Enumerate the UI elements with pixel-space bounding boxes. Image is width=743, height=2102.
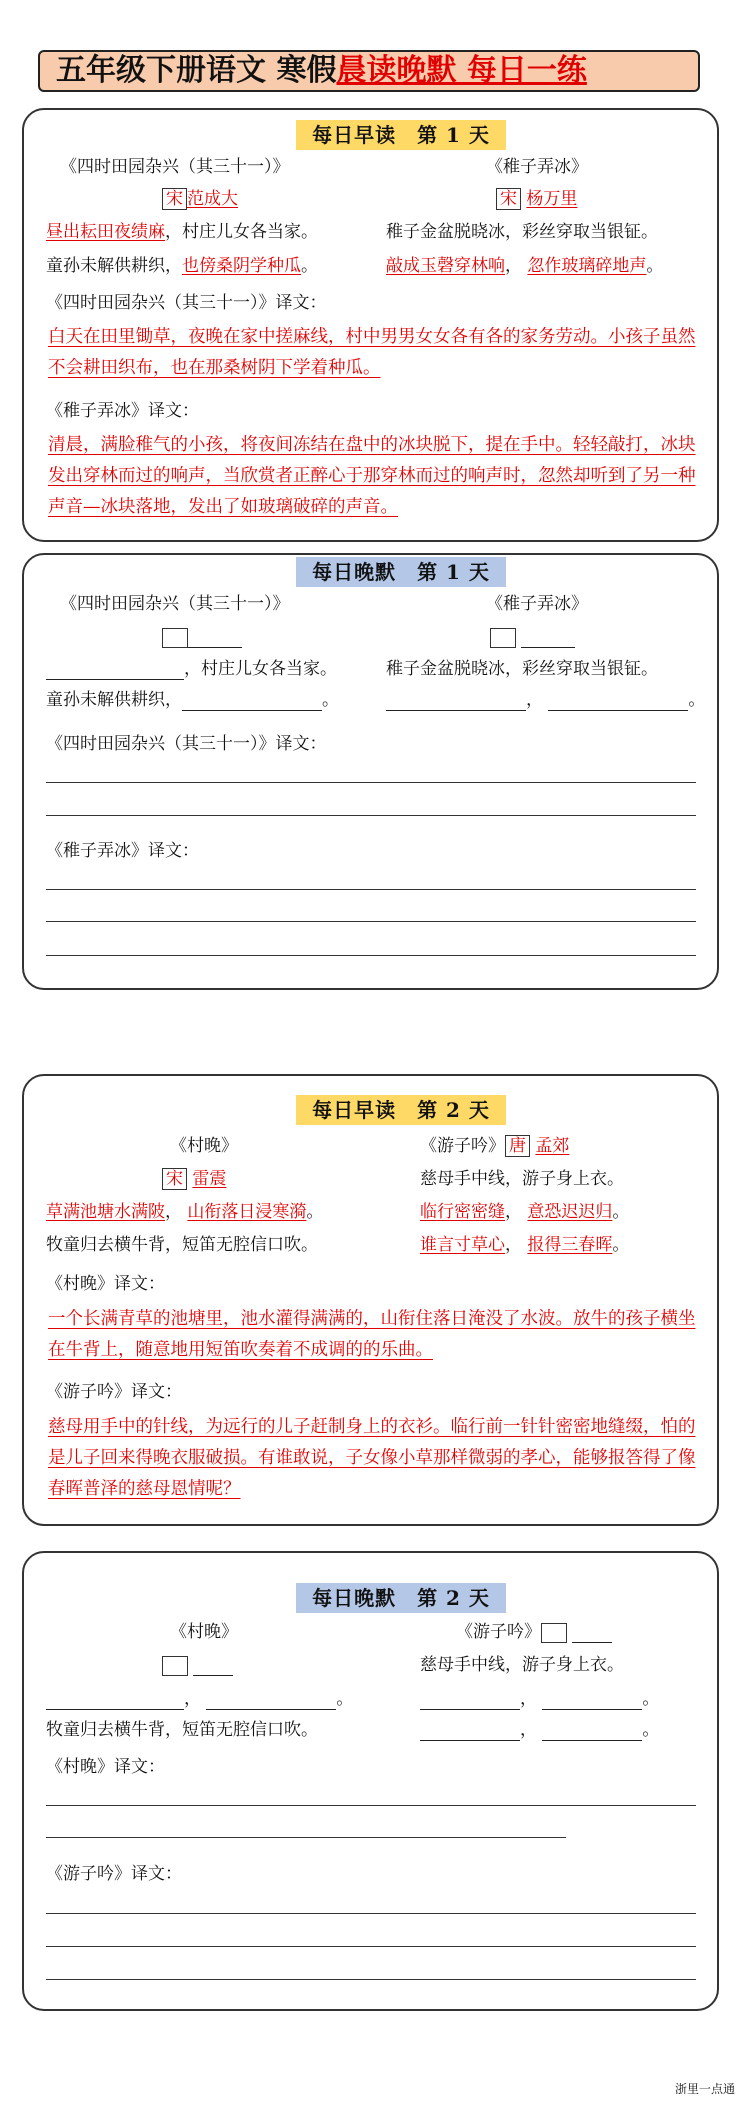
write-line[interactable] bbox=[46, 921, 696, 922]
poem2-line2: 临行密密缝， 意恐迟迟归。 bbox=[420, 1202, 630, 1222]
poem2-dynasty: 唐 bbox=[505, 1135, 530, 1157]
poem2-title-line bbox=[420, 1135, 569, 1157]
footer-watermark: 浙里一点通 bbox=[674, 2082, 735, 2096]
answer-blank[interactable] bbox=[542, 1722, 642, 1741]
write-line[interactable] bbox=[46, 815, 696, 816]
poem1-line2: 童孙未解供耕织， 。 bbox=[46, 690, 339, 710]
poem2-line2: ， 。 bbox=[386, 689, 705, 711]
translation2-text: 慈母用手中的针线，为远行的儿子赶制身上的衣衫。临行前一针针密密地缝缀，怕的是儿子回来得晚衣服破损。有谁敢说，子女像小草那样微弱的孝心，能够报答得了像春晖普泽的慈母恩情呢？ bbox=[48, 1417, 696, 1499]
poem1-author-blank bbox=[162, 1654, 233, 1676]
translation2-text: 清晨，满脸稚气的小孩，将夜间冻结在盘中的冰块脱下，提在手中。轻轻敲打，冰块发出穿林而过的响声，当欣赏者正醉心于那穿林而过的响声时，忽然却听到了另一种声音—冰块落地，发出了如玻璃破碎的声音。 bbox=[48, 435, 696, 517]
day1-reading-badge: 每日早读 第 1 天 bbox=[296, 120, 506, 150]
poem2-verse-c: 敲成玉磬穿林响 bbox=[386, 256, 505, 276]
poem1-author: 雷震 bbox=[192, 1169, 227, 1189]
day2-reading-badge: 每日早读 第 2 天 bbox=[296, 1095, 506, 1125]
poem2-title: 《游子吟》 bbox=[420, 1136, 505, 1156]
day1-recite-card bbox=[22, 553, 719, 990]
translation1-label: 《四时田园杂兴（其三十一）》译文： bbox=[46, 734, 327, 754]
poem1-title: 《四时田园杂兴（其三十一）》 bbox=[60, 594, 290, 614]
poem2-title: 《稚子弄冰》 bbox=[486, 594, 588, 614]
poem1-dynasty: 宋 bbox=[162, 1168, 187, 1190]
day2-recite-card bbox=[22, 1551, 719, 2011]
translation1-text: 白天在田里锄草，夜晚在家中搓麻线，村中男男女女各有各的家务劳动。小孩子虽然不会耕田织布，也在那桑树阴下学着种瓜。 bbox=[48, 327, 696, 378]
answer-blank[interactable] bbox=[386, 692, 526, 711]
title-red: 晨读晚默 每日一练 bbox=[336, 53, 587, 88]
write-line[interactable] bbox=[46, 1837, 566, 1838]
answer-blank[interactable] bbox=[206, 1691, 336, 1710]
write-line[interactable] bbox=[46, 1979, 696, 1980]
translation1-label: 《村晚》译文： bbox=[46, 1274, 165, 1294]
punct: 。 bbox=[646, 256, 664, 276]
poem1-title: 《四时田园杂兴（其三十一）》 bbox=[60, 157, 290, 177]
day1-recite-badge: 每日晚默 第 1 天 bbox=[296, 557, 506, 587]
day2-recite-badge: 每日晚默 第 2 天 bbox=[296, 1583, 506, 1613]
answer-blank[interactable] bbox=[420, 1691, 520, 1710]
write-line[interactable] bbox=[46, 782, 696, 783]
translation2-label: 《游子吟》译文： bbox=[46, 1382, 182, 1402]
poem2-line1: 稚子金盆脱晓冰，彩丝穿取当银钲。 bbox=[386, 222, 658, 242]
translation1-label: 《四时田园杂兴（其三十一）》译文： bbox=[46, 293, 327, 313]
poem1-dynasty: 宋 bbox=[162, 188, 187, 210]
poem2-dynasty: 宋 bbox=[496, 188, 521, 210]
title-black: 五年级下册语文 寒假 bbox=[56, 53, 337, 88]
answer-blank[interactable] bbox=[46, 1691, 184, 1710]
poem2-line1: 慈母手中线，游子身上衣。 bbox=[420, 1655, 624, 1675]
poem2-line3: ， 。 bbox=[420, 1719, 659, 1741]
poem2-author-line bbox=[496, 188, 577, 210]
answer-blank[interactable] bbox=[542, 1691, 642, 1710]
translation2-label: 《稚子弄冰》译文： bbox=[46, 841, 199, 861]
punct: 。 bbox=[301, 256, 318, 276]
answer-blank[interactable] bbox=[46, 661, 184, 680]
answer-blank[interactable] bbox=[548, 692, 688, 711]
poem1-title: 《村晚》 bbox=[170, 1136, 238, 1156]
poem2-line1: 稚子金盆脱晓冰，彩丝穿取当银钲。 bbox=[386, 659, 658, 679]
poem1-line1: ，村庄儿女各当家。 bbox=[46, 658, 337, 680]
translation2-label: 《稚子弄冰》译文： bbox=[46, 401, 199, 421]
page-title bbox=[38, 50, 700, 92]
translation2-label: 《游子吟》译文： bbox=[46, 1864, 182, 1884]
day2-reading-card bbox=[22, 1074, 719, 1526]
write-line[interactable] bbox=[46, 1805, 696, 1806]
answer-blank[interactable] bbox=[420, 1722, 520, 1741]
poem1-author: 范成大 bbox=[187, 189, 238, 209]
poem1-line2: 牧童归去横牛背，短笛无腔信口吹。 bbox=[46, 1720, 318, 1740]
write-line[interactable] bbox=[46, 1946, 696, 1947]
translation1-label: 《村晚》译文： bbox=[46, 1757, 165, 1777]
poem2-line1: 慈母手中线，游子身上衣。 bbox=[420, 1169, 624, 1189]
poem1-author-blank bbox=[162, 626, 242, 648]
write-line[interactable] bbox=[46, 1913, 696, 1914]
answer-blank[interactable] bbox=[182, 692, 322, 711]
poem1-line2: 牧童归去横牛背，短笛无腔信口吹。 bbox=[46, 1235, 318, 1255]
punct: ， bbox=[505, 256, 522, 276]
poem1-verse-b: ，村庄儿女各当家。 bbox=[165, 222, 318, 242]
poem1-title: 《村晚》 bbox=[170, 1622, 238, 1642]
poem1-verse-a: 昼出耘田夜绩麻 bbox=[46, 222, 165, 242]
write-line[interactable] bbox=[46, 955, 696, 956]
poem1-line2 bbox=[46, 255, 318, 277]
write-line[interactable] bbox=[46, 889, 696, 890]
poem1-line1 bbox=[46, 221, 318, 243]
poem2-title-line: 《游子吟》 bbox=[456, 1621, 612, 1643]
poem1-author-line bbox=[162, 188, 238, 210]
poem2-verse-d: 忽作玻璃碎地声 bbox=[527, 256, 647, 276]
translation1-text: 一个长满青草的池塘里，池水灌得满满的，山衔住落日淹没了水波。放牛的孩子横坐在牛背上，随意地用短笛吹奏着不成调的的乐曲。 bbox=[48, 1309, 696, 1360]
poem1-line1: 草满池塘水满陂， 山衔落日浸寒漪。 bbox=[46, 1202, 324, 1222]
poem2-line3: 谁言寸草心， 报得三春晖。 bbox=[420, 1235, 630, 1255]
poem2-title: 《稚子弄冰》 bbox=[486, 157, 588, 177]
poem1-author-line bbox=[162, 1168, 226, 1190]
poem1-verse-c: 童孙未解供耕织， bbox=[46, 256, 182, 276]
poem2-author: 杨万里 bbox=[526, 189, 578, 209]
poem2-author-blank bbox=[490, 626, 575, 648]
poem2-line2 bbox=[386, 255, 663, 277]
poem1-verse-d: 也傍桑阴学种瓜 bbox=[182, 256, 301, 276]
poem1-line1: ， 。 bbox=[46, 1688, 353, 1710]
poem2-author: 孟郊 bbox=[535, 1136, 570, 1156]
poem2-line2: ， 。 bbox=[420, 1688, 659, 1710]
day1-reading-card bbox=[22, 108, 719, 542]
